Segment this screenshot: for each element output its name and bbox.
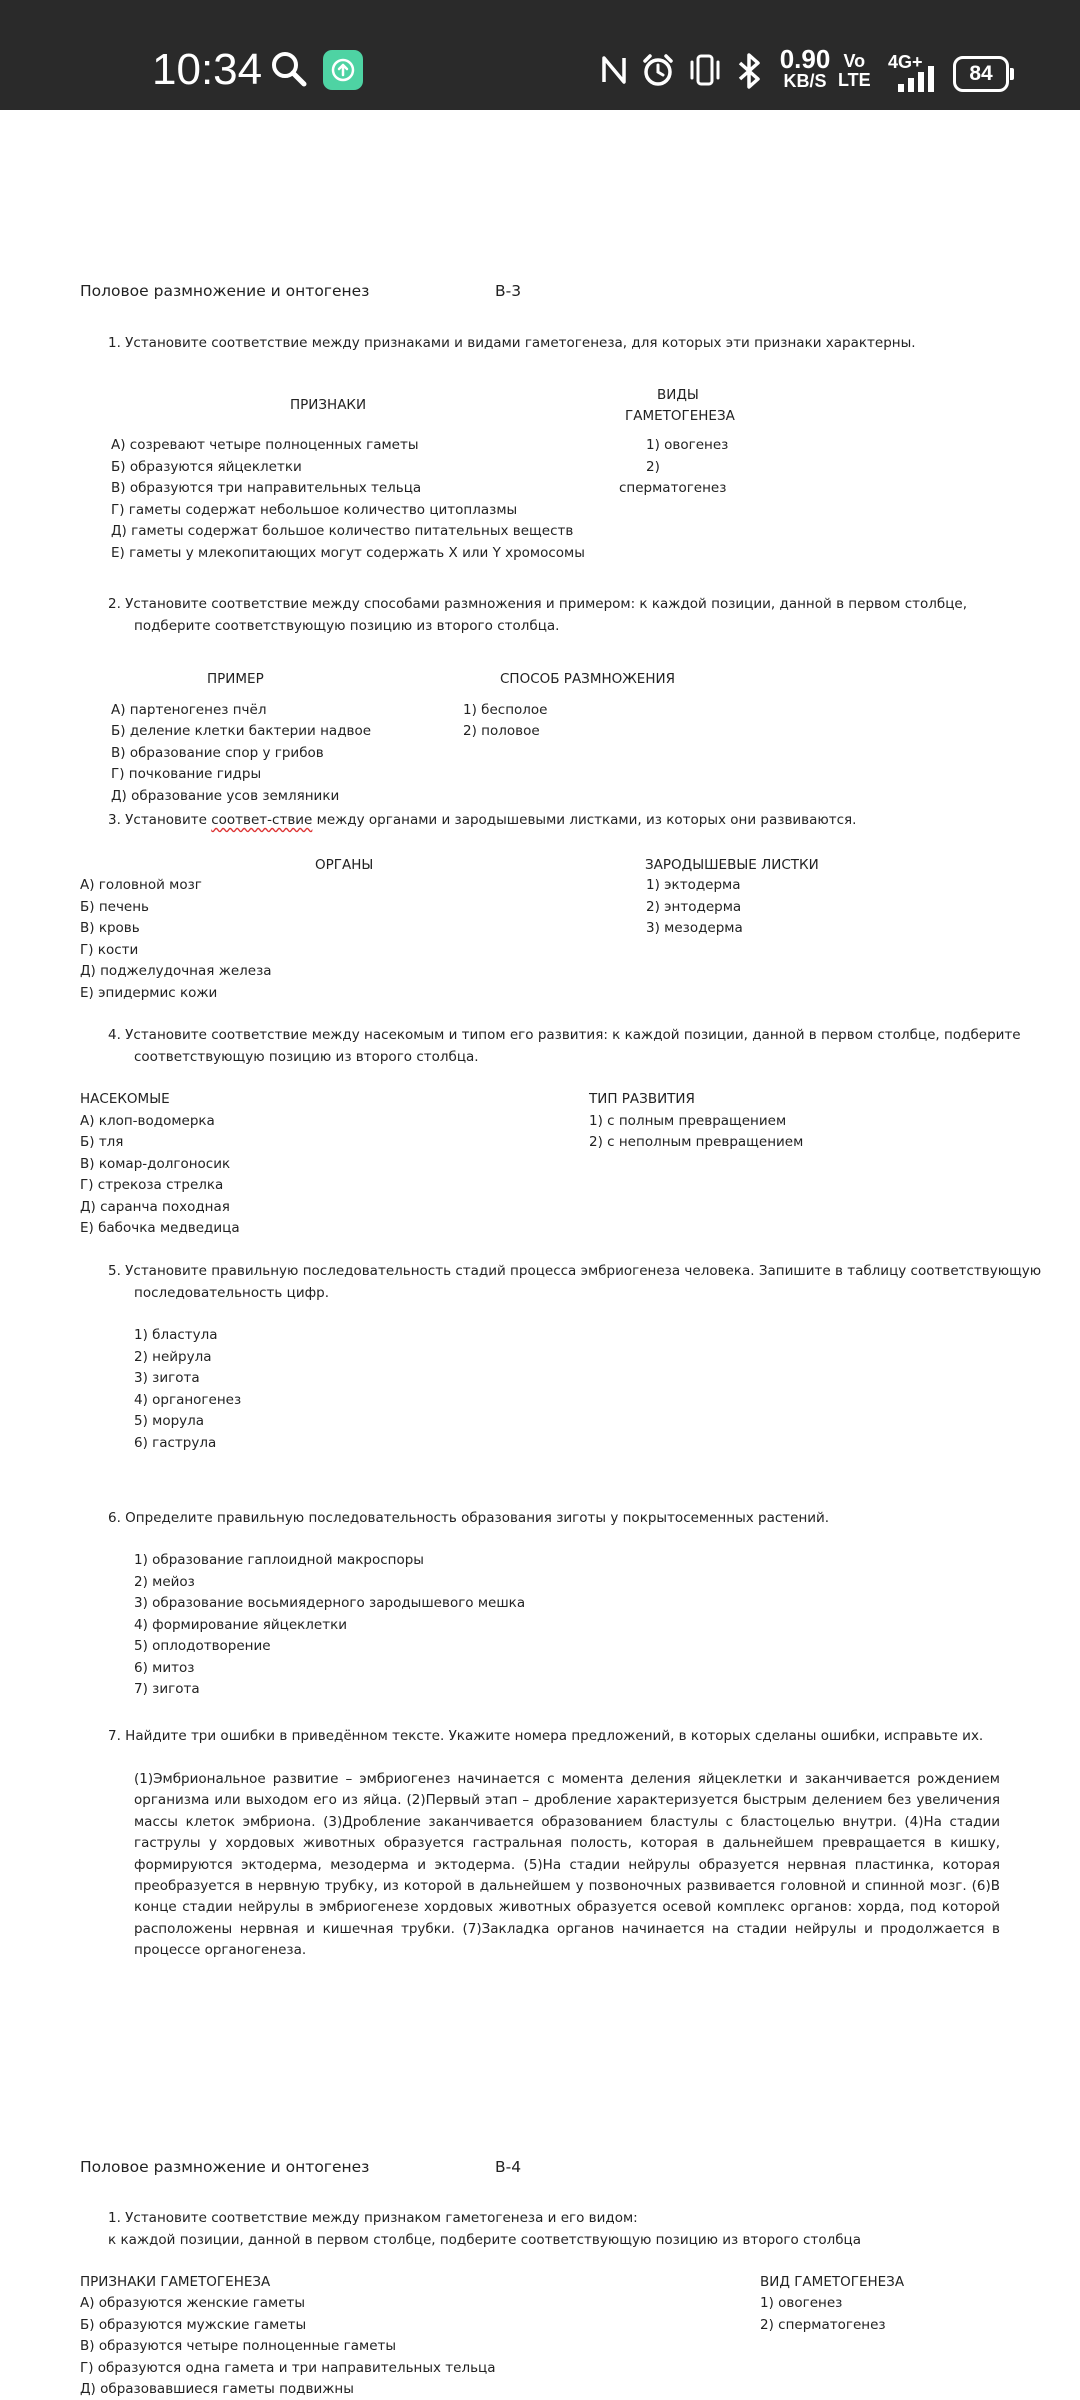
net-speed-value: 0.90 — [779, 44, 831, 74]
v4-q1-col2-header: ВИД ГАМЕТОГЕНЕЗА — [760, 2274, 905, 2290]
v4-variant: В-4 — [495, 2158, 522, 2176]
v3-q4-item: А) клоп-водомерка — [80, 1113, 215, 1129]
v3-q4-item: Е) бабочка медведица — [80, 1220, 240, 1236]
status-bar — [0, 0, 1080, 110]
v3-q2-col1-header: ПРИМЕР — [207, 671, 264, 687]
v3-q1-item: В) образуются три направительных тельца — [111, 480, 422, 496]
v3-q2-line2: подберите соответствующую позицию из второго столбца. — [134, 618, 560, 634]
v3-q3-text-error: соответ-ствие — [211, 812, 313, 828]
v3-title: Половое размножение и онтогенез — [80, 282, 370, 300]
v3-q4-item: В) комар-долгоносик — [80, 1156, 231, 1172]
v3-variant: В-3 — [495, 282, 522, 300]
v3-q6-item: 5) оплодотворение — [134, 1638, 271, 1654]
v3-q5-item: 1) бластула — [134, 1327, 218, 1343]
v3-q6-item: 1) образование гаплоидной макроспоры — [134, 1552, 424, 1568]
v3-q4-item: Г) стрекоза стрелка — [80, 1177, 224, 1193]
v3-q7-paragraph: (1)Эмбриональное развитие – эмбриогенез начинается с момента деления яйцеклетки и заканчивается рождением организма или выходом его из яйца. (2)Первый этап – дробление характеризуется быстрым делением без увеличения массы клеток эмбриона. (3)Дробление заканчивается образованием бластулы с бластоцелью внутри. (4)На стадии гаструлы у хордовых животных образуется гастральная полость, которая в дальнейшем превращается в кишку, формируются эктодерма, мезодерма и эктодерма. (5)На стадии нейрулы образуется нервная пластинка, которая преобразуется в нервную трубку, из которой в дальнейшем у позвоночных развивается головной и спинной мозг. (6)В конце стадии нейрулы в эмбриогенезе хордовых животных образуется осевой комплекс органов: хорда, под которой расположены нервная и кишечная трубки. (7)Закладка органов начинается на стадии нейрулы и продолжается в процессе органогенеза. — [134, 1771, 1000, 1959]
v3-q3-item: А) головной мозг — [80, 877, 202, 893]
v3-q1-option: сперматогенез — [619, 480, 727, 496]
volte-indicator — [838, 52, 871, 90]
v3-q2-item: А) партеногенез пчёл — [111, 702, 267, 718]
v3-q1-col2-header-2: ГАМЕТОГЕНЕЗА — [625, 408, 735, 424]
v3-q3-item: Б) печень — [80, 899, 150, 915]
v3-q1-item: А) созревают четыре полноценных гаметы — [111, 437, 419, 453]
v3-q4-col2-header: ТИП РАЗВИТИЯ — [589, 1091, 695, 1107]
v3-q3-col2-header: ЗАРОДЫШЕВЫЕ ЛИСТКИ — [645, 857, 819, 873]
v3-q5-item: 6) гаструла — [134, 1435, 217, 1451]
v3-q2-line1: 2. Установите соответствие между способами размножения и примером: к каждой позиции, данной в первом столбце, — [108, 596, 967, 612]
v3-q1-item: Б) образуются яйцеклетки — [111, 459, 302, 475]
v3-q2-item: Д) образование усов земляники — [111, 788, 340, 804]
v4-q1-line1: 1. Установите соответствие между признаком гаметогенеза и его видом: — [108, 2210, 638, 2226]
v4-q1-col1-header: ПРИЗНАКИ ГАМЕТОГЕНЕЗА — [80, 2274, 271, 2290]
v3-q1-item: Г) гаметы содержат небольшое количество цитоплазмы — [111, 502, 518, 518]
v3-q7-text: 7. Найдите три ошибки в приведённом тексте. Укажите номера предложений, в которых сделаны ошибки, исправьте их. — [108, 1728, 984, 1744]
v3-q6-item: 7) зигота — [134, 1681, 200, 1697]
v3-q3-item: Е) эпидермис кожи — [80, 985, 218, 1001]
v3-q4-option: 1) с полным превращением — [589, 1113, 787, 1129]
v3-q2-item: В) образование спор у грибов — [111, 745, 324, 761]
nfc-icon — [600, 52, 628, 88]
v3-q3-option: 2) энтодерма — [646, 899, 742, 915]
v4-q1-item: Б) образуются мужские гаметы — [80, 2317, 307, 2333]
v4-q1-line2: к каждой позиции, данной в первом столбце, подберите соответствующую позицию из второго столбца — [108, 2232, 862, 2248]
v4-title: Половое размножение и онтогенез — [80, 2158, 370, 2176]
v3-q1-col1-header: ПРИЗНАКИ — [290, 397, 367, 413]
v3-q4-option: 2) с неполным превращением — [589, 1134, 804, 1150]
v3-q5-item: 2) нейрула — [134, 1349, 212, 1365]
v3-q6-item: 3) образование восьмиядерного зародышевого мешка — [134, 1595, 526, 1611]
v3-q1-text: 1. Установите соответствие между признаками и видами гаметогенеза, для которых эти признаки характерны. — [108, 335, 916, 351]
v3-q5-line1: 5. Установите правильную последовательность стадий процесса эмбриогенеза человека. Запишите в таблицу соответствующую — [108, 1263, 1042, 1279]
v3-q6-text: 6. Определите правильную последовательность образования зиготы у покрытосеменных растений. — [108, 1510, 830, 1526]
v3-q4-line2: соответствующую позицию из второго столбца. — [134, 1049, 479, 1065]
v4-q1-option: 2) сперматогенез — [760, 2317, 886, 2333]
bluetooth-icon — [734, 52, 764, 90]
v3-q1-item: Д) гаметы содержат большое количество питательных веществ — [111, 523, 574, 539]
v3-q5-item: 5) морула — [134, 1413, 205, 1429]
battery-icon: 84 — [953, 56, 1009, 92]
v3-q2-item: Г) почкование гидры — [111, 766, 262, 782]
v3-q5-item: 3) зигота — [134, 1370, 200, 1386]
app-badge-icon — [323, 50, 363, 90]
net-speed-unit: KB/S — [783, 71, 827, 91]
v3-q5-item: 4) органогенез — [134, 1392, 242, 1408]
v3-q3-option: 3) мезодерма — [646, 920, 743, 936]
alarm-icon — [640, 52, 676, 88]
volte-line1: Vo — [843, 51, 866, 71]
v3-q2-item: Б) деление клетки бактерии надвое — [111, 723, 372, 739]
v3-q3-item: Г) кости — [80, 942, 139, 958]
net-speed — [775, 44, 835, 92]
v3-q3-item: Д) поджелудочная железа — [80, 963, 272, 979]
v3-q2-col2-header: СПОСОБ РАЗМНОЖЕНИЯ — [500, 671, 675, 687]
v3-q1-col2-header-1: ВИДЫ — [657, 387, 699, 403]
v3-q4-item: Д) саранча походная — [80, 1199, 230, 1215]
volte-line2: LTE — [838, 70, 871, 90]
v4-q1-item: Г) образуются одна гамета и три направительных тельца — [80, 2360, 496, 2376]
v3-q3-text-before: 3. Установите — [108, 812, 212, 828]
v3-q6-item: 6) митоз — [134, 1660, 195, 1676]
v3-q1-option: 1) овогенез — [646, 437, 729, 453]
v4-q1-item: Д) образовавшиеся гаметы подвижны — [80, 2381, 354, 2397]
status-time: 10:34 — [152, 45, 263, 94]
v3-q3-option: 1) эктодерма — [646, 877, 741, 893]
v3-q4-line1: 4. Установите соответствие между насекомым и типом его развития: к каждой позиции, данной в первом столбце, подберите — [108, 1027, 1021, 1043]
signal-icon — [896, 66, 938, 92]
v3-q3-text — [108, 810, 856, 831]
v4-q1-item: А) образуются женские гаметы — [80, 2295, 306, 2311]
v3-q3-text-after: между органами и зародышевыми листками, из которых они развиваются. — [312, 812, 857, 828]
v3-q5-line2: последовательность цифр. — [134, 1285, 330, 1301]
v3-q3-col1-header: ОРГАНЫ — [315, 857, 374, 873]
vibrate-icon — [688, 52, 722, 88]
v3-q6-item: 4) формирование яйцеклетки — [134, 1617, 348, 1633]
v3-q3-item: В) кровь — [80, 920, 140, 936]
search-icon — [270, 50, 308, 88]
v3-q4-col1-header: НАСЕКОМЫЕ — [80, 1091, 170, 1107]
v4-q1-item: В) образуются четыре полноценные гаметы — [80, 2338, 397, 2354]
network-type: 4G+ — [888, 52, 923, 72]
v3-q1-option: 2) — [646, 459, 660, 475]
v3-q4-item: Б) тля — [80, 1134, 124, 1150]
v3-q1-item: Е) гаметы у млекопитающих могут содержать X или Y хромосомы — [111, 545, 585, 561]
v4-q1-option: 1) овогенез — [760, 2295, 843, 2311]
v3-q2-option: 1) бесполое — [463, 702, 548, 718]
v3-q2-option: 2) половое — [463, 723, 540, 739]
v3-q6-item: 2) мейоз — [134, 1574, 195, 1590]
